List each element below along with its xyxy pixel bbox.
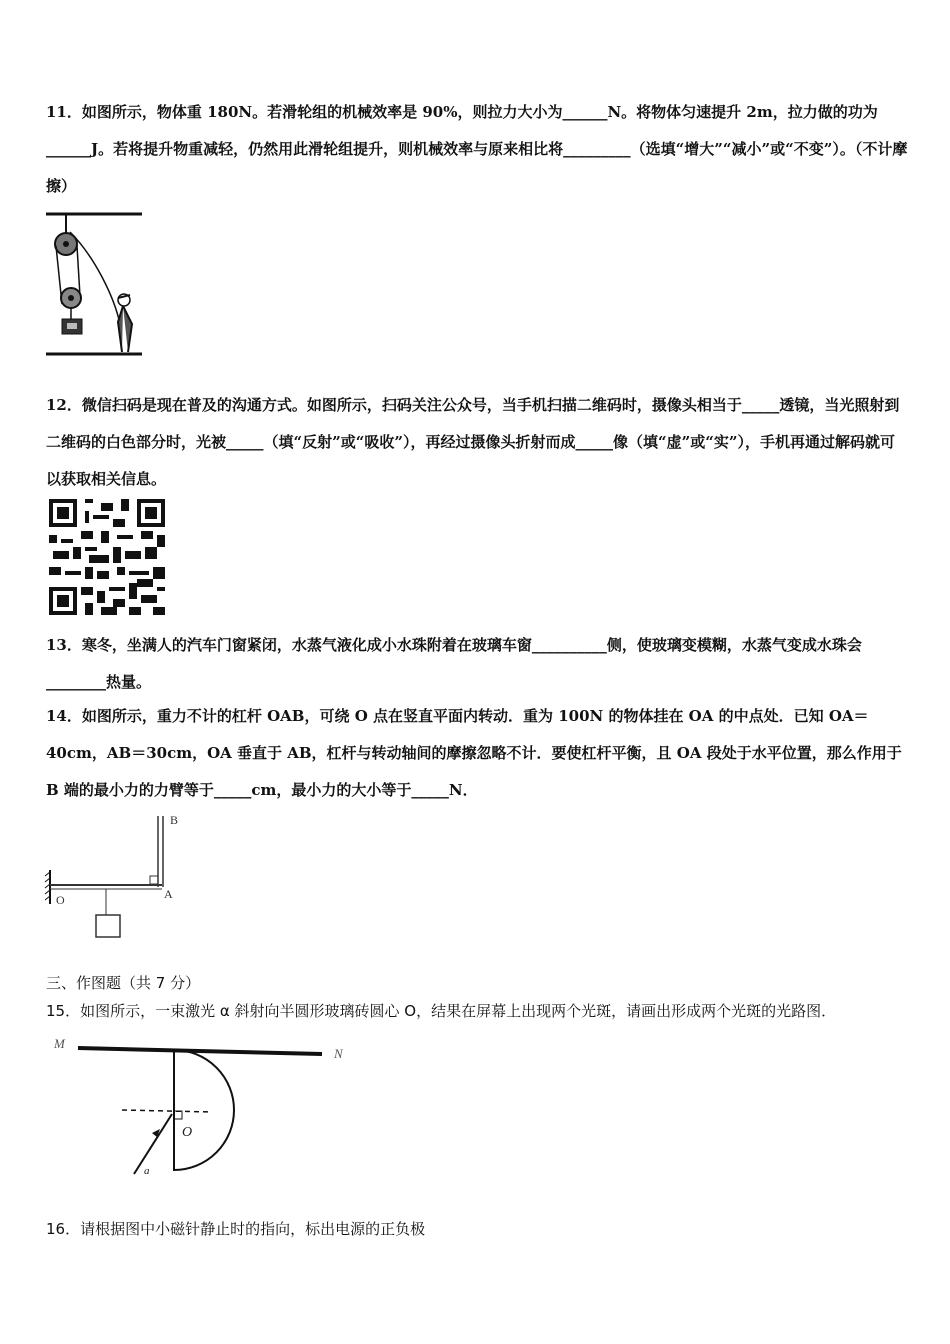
question-16-text: 16．请根据图中小磁针静止时的指向，标出电源的正负极 <box>46 1220 426 1238</box>
center-label-o: O <box>182 1125 193 1140</box>
qr-code-icon <box>48 499 166 615</box>
ray-label-a: a <box>144 1165 150 1177</box>
screen-label-m: M <box>54 1036 65 1051</box>
question-12-text: 12．微信扫码是现在普及的沟通方式。如图所示，扫码关注公众号，当手机扫描二维码时，摄像头相当于_____透镜，当光照射到二维码的白色部分时，光被_____（填“反射”或“吸收”），再经过摄像头折射而成_____像（填“虚”或“实”），手机再通过解码就可以获取相关信息。 <box>46 396 900 488</box>
question-11-text: 11．如图所示，物体重 180N。若滑轮组的机械效率是 90%，则拉力大小为______N。将物体匀速提升 2m，拉力做的功为______J。若将提升物重减轻，仍然用此滑轮组提升，则机械效率与原来相比将_________（选填“增大”“减小”或“不变”）。（不计摩擦） <box>46 103 908 195</box>
pulley-figure <box>44 206 144 360</box>
lever-figure <box>44 812 184 940</box>
question-13-text: 13．寒冬，坐满人的汽车门窗紧闭，水蒸气液化成小水珠附着在玻璃车窗__________侧，使玻璃变模糊，水蒸气变成水珠会________热量。 <box>46 636 862 691</box>
lever-label-o: O <box>56 893 65 907</box>
semicircle-glass-figure <box>44 1030 354 1180</box>
screen-label-n: N <box>334 1046 343 1061</box>
question-14-text: 14．如图所示，重力不计的杠杆 OAB，可绕 O 点在竖直平面内转动．重为 100N 的物体挂在 OA 的中点处．已知 OA＝40cm，AB＝30cm，OA 垂直于 AB，杠杆与转动轴间的摩擦忽略不计．要使杠杆平衡，且 OA 段处于水平位置，那么作用于 B 端的最小力的力臂等于_____cm，最小力的大小等于_____N． <box>46 707 902 799</box>
question-15-text: 15．如图所示，一束激光 α 斜射向半圆形玻璃砖圆心 O，结果在屏幕上出现两个光斑，请画出形成两个光斑的光路图． <box>46 1002 837 1020</box>
lever-label-b: B <box>170 813 179 827</box>
lever-label-a: A <box>164 887 173 901</box>
section-3-heading: 三、作图题（共 7 分） <box>46 974 201 992</box>
